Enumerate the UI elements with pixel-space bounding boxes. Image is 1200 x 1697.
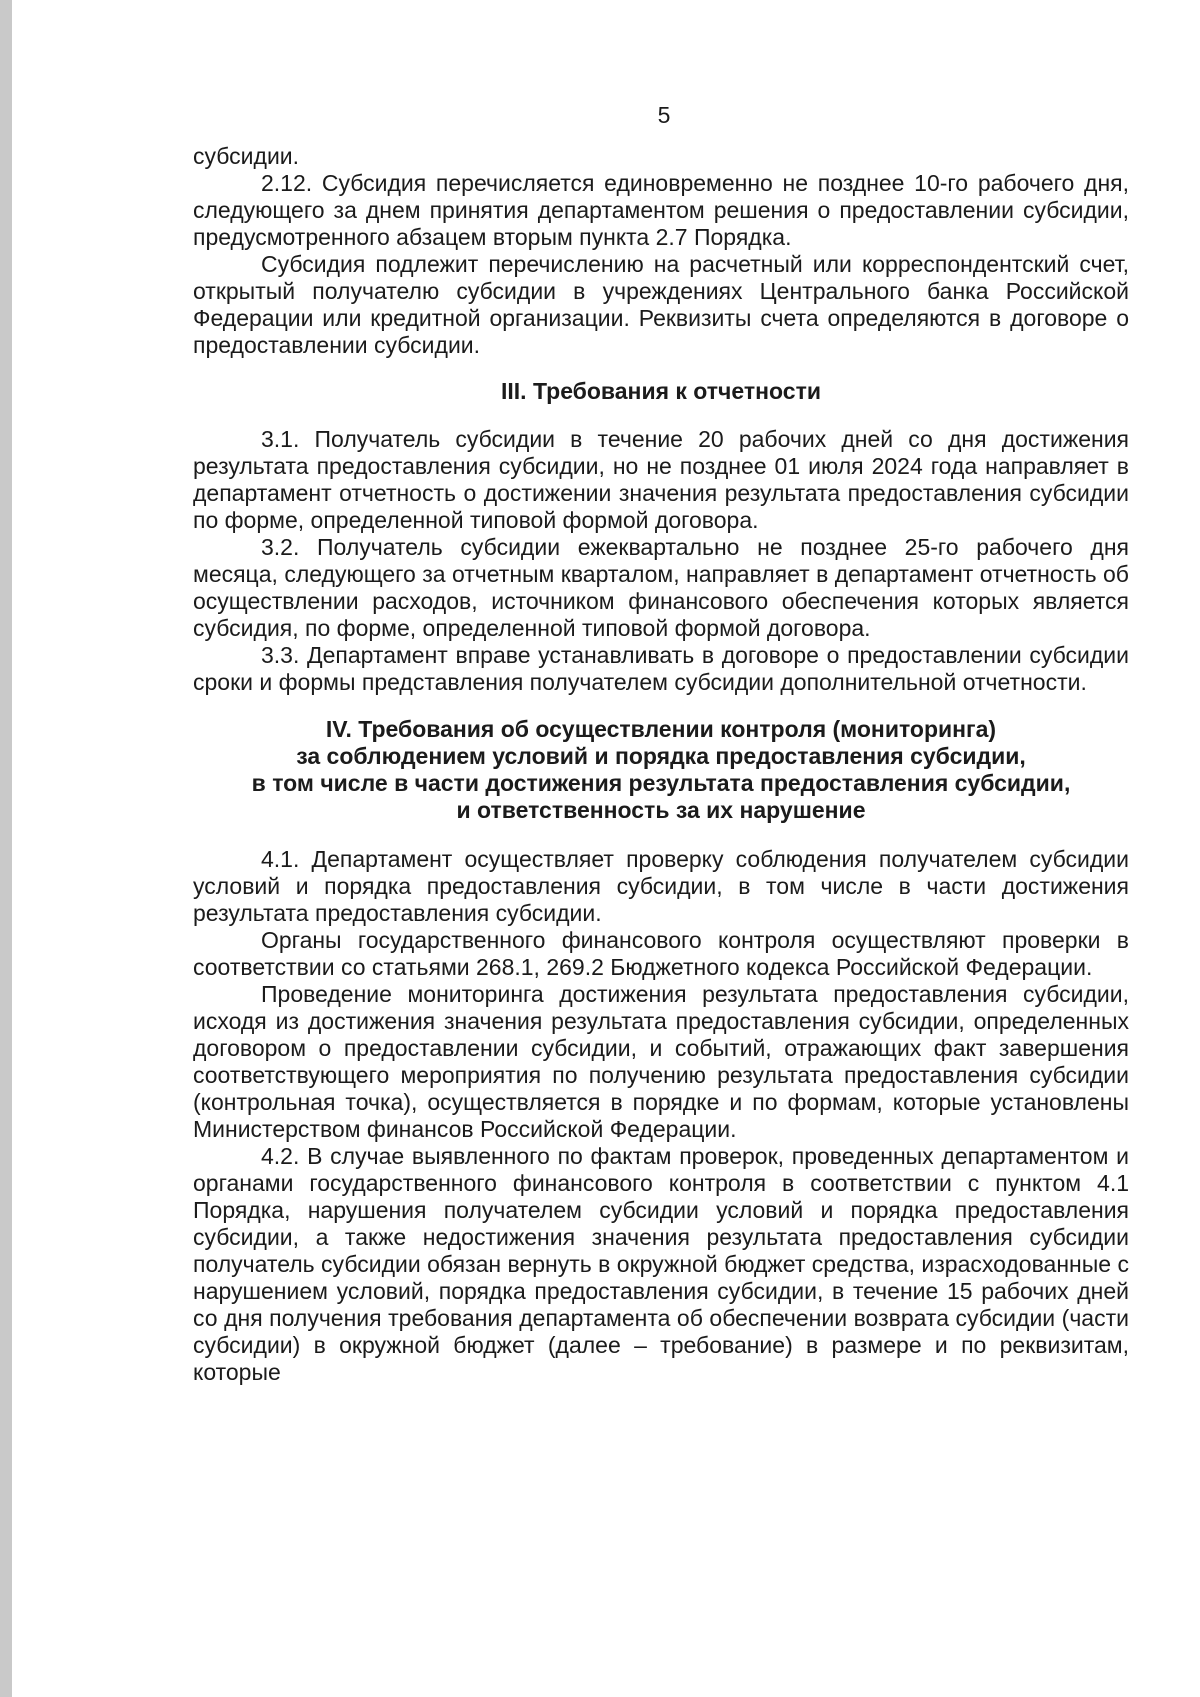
paragraph-4-2: 4.2. В случае выявленного по фактам проверок, проведенных департаментом и органами государственного финансового контроля в соответствии с пунктом 4.1 Порядка, нарушения получателем субсидии условий и порядка предоставления субсидии, а также недостижения значения результата предоставления субсидии получатель субсидии обязан вернуть в окружной бюджет средства, израсходованные с нарушением условий, порядка предоставления субсидии, в течение 15 рабочих дней со дня получения требования департамента об обеспечении возврата субсидии (части субсидии) в окружной бюджет (далее – требование) в размере и по реквизитам, которые — [193, 1143, 1129, 1385]
paragraph-3-2: 3.2. Получатель субсидии ежеквартально не позднее 25-го рабочего дня месяца, следующего за отчетным кварталом, направляет в департамент отчетность об осуществлении расходов, источником финансового обеспечения которых является субсидия, по форме, определенной типовой формой договора. — [193, 534, 1129, 641]
section-4-heading-line: за соблюдением условий и порядка предоставления субсидии, — [296, 743, 1026, 769]
paragraph-4-1: 4.1. Департамент осуществляет проверку соблюдения получателем субсидии условий и порядка предоставления субсидии, в том числе в части достижения результата предоставления субсидии. — [193, 846, 1129, 926]
section-4-heading-line: и ответственность за их нарушение — [456, 797, 866, 823]
paragraph-4-1-monitoring: Проведение мониторинга достижения результата предоставления субсидии, исходя из достижения значения результата предоставления субсидии, определенных договором о предоставлении субсидии, и событий, отражающих факт завершения соответствующего мероприятия по получению результата предоставления субсидии (контрольная точка), осуществляется в порядке и по формам, которые установлены Министерством финансов Российской Федерации. — [193, 981, 1129, 1142]
section-4-heading-line: в том числе в части достижения результата предоставления субсидии, — [251, 770, 1071, 796]
paragraph-continuation: субсидии. — [193, 143, 300, 169]
page-number: 5 — [657, 102, 671, 128]
document-body — [193, 143, 1129, 1386]
section-4-heading-line: IV. Требования об осуществлении контроля (мониторинга) — [325, 716, 997, 742]
section-4-heading — [193, 716, 1129, 824]
paragraph-3-3: 3.3. Департамент вправе устанавливать в договоре о предоставлении субсидии сроки и формы представления получателем субсидии дополнительной отчетности. — [193, 642, 1129, 695]
paragraph-2-12: 2.12. Субсидия перечисляется единовременно не позднее 10-го рабочего дня, следующего за днем принятия департаментом решения о предоставлении субсидии, предусмотренного абзацем вторым пункта 2.7 Порядка. — [193, 170, 1129, 250]
paragraph-3-1: 3.1. Получатель субсидии в течение 20 рабочих дней со дня достижения результата предоставления субсидии, но не позднее 01 июля 2024 года направляет в департамент отчетность о достижении значения результата предоставления субсидии по форме, определенной типовой формой договора. — [193, 426, 1129, 533]
paragraph-2-12-account: Субсидия подлежит перечислению на расчетный или корреспондентский счет, открытый получателю субсидии в учреждениях Центрального банка Российской Федерации или кредитной организации. Реквизиты счета определяются в договоре о предоставлении субсидии. — [193, 251, 1129, 358]
paragraph-4-1-control: Органы государственного финансового контроля осуществляют проверки в соответствии со статьями 268.1, 269.2 Бюджетного кодекса Российской Федерации. — [193, 927, 1129, 980]
section-3-heading: III. Требования к отчетности — [501, 378, 821, 404]
